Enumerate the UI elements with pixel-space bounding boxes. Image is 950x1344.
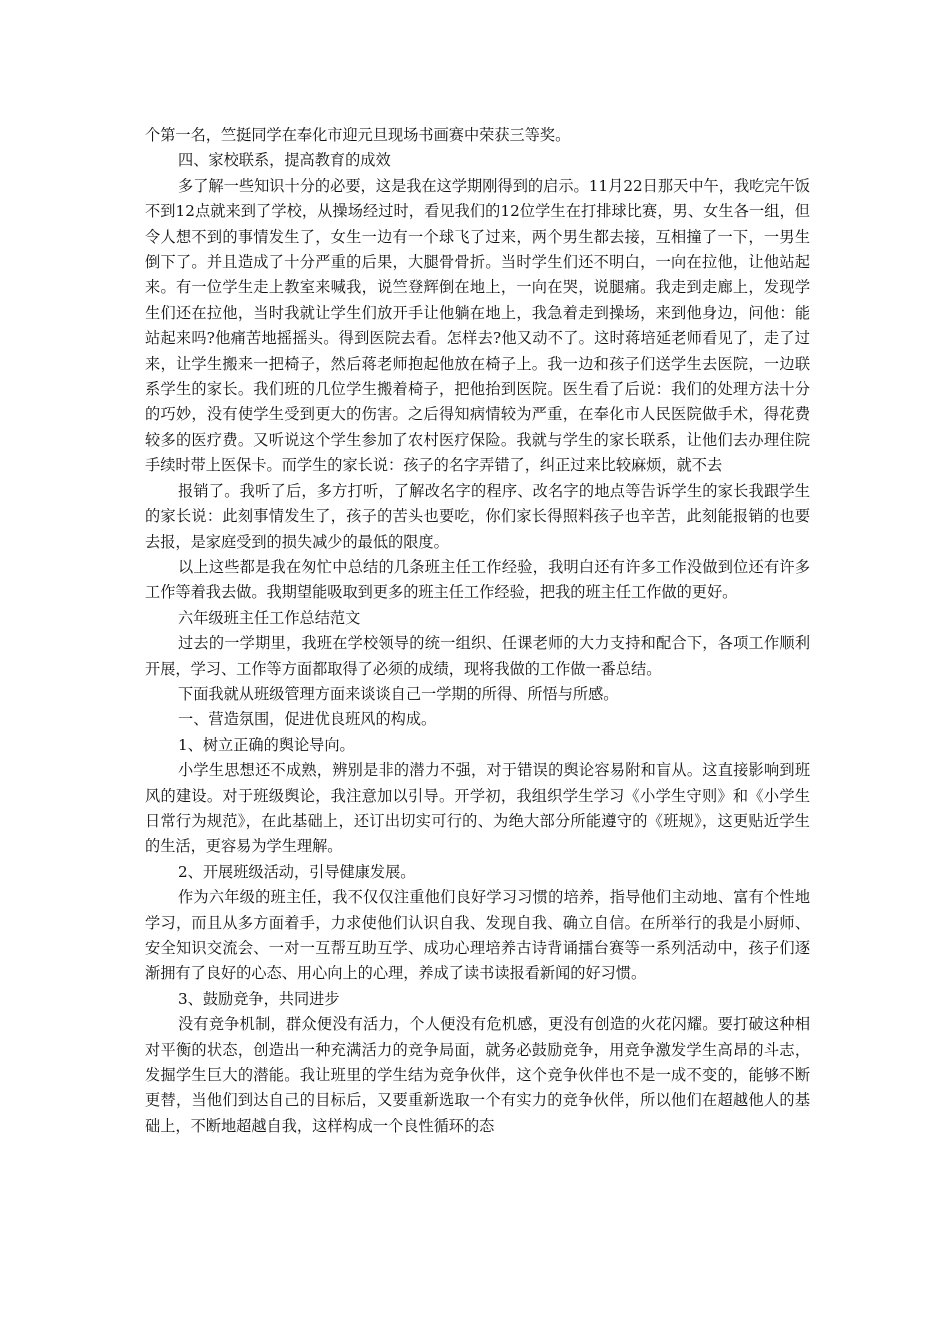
paragraph: 作为六年级的班主任，我不仅仅注重他们良好学习习惯的培养，指导他们主动地、富有个性地学习，而且从多方面着手，力求使他们认识自我、发现自我、确立自信。在所举行的我是小厨师、安全知识交流会、一对一互帮互助互学、成功心理培养古诗背诵擂台赛等一系列活动中，孩子们逐渐拥有了良好的心态、用心向上的心理，养成了读书读报看新闻的好习惯。 — [145, 888, 810, 983]
subsection-heading: 3、鼓励竞争，共同进步 — [178, 989, 340, 1008]
section-heading: 一、营造氛围，促进优良班风的构成。 — [178, 710, 437, 729]
paragraph: 小学生思想还不成熟，辨别是非的潜力不强，对于错误的舆论容易附和盲从。这直接影响到班风的建设。对于班级舆论，我注意加以引导。开学初，我组织学生学习《小学生守则》和《小学生日常行为规范》，在此基础上，还订出切实可行的、为绝大部分所能遵守的《班规》，这更贴近学生的生活，更容易为学生理解。 — [145, 761, 810, 856]
paragraph: 下面我就从班级管理方面来谈谈自己一学期的所得、所悟与所感。 — [178, 684, 619, 703]
document-page — [145, 123, 810, 1139]
section-heading: 四、家校联系，提高教育的成效 — [178, 151, 391, 170]
paragraph: 没有竞争机制，群众便没有活力，个人便没有危机感，更没有创造的火花闪耀。要打破这种相对平衡的状态，创造出一种充满活力的竞争局面，就务必鼓励竞争，用竞争激发学生高昂的斗志，发掘学生巨大的潜能。我让班里的学生结为竞争伙伴，这个竞争伙伴也不是一成不变的，能够不断更替，当他们到达自己的目标后，又要重新选取一个有实力的竞争伙伴，所以他们在超越他人的基础上，不断地超越自我，这样构成一个良性循环的态 — [145, 1015, 810, 1135]
document-title: 六年级班主任工作总结范文 — [178, 608, 361, 627]
paragraph: 个第一名，竺挺同学在奉化市迎元旦现场书画赛中荣获三等奖。 — [145, 126, 571, 144]
subsection-heading: 2、开展班级活动，引导健康发展。 — [178, 862, 416, 881]
paragraph: 多了解一些知识十分的必要，这是我在这学期刚得到的启示。11月22日那天中午，我吃完午饭不到12点就来到了学校，从操场经过时，看见我们的12位学生在打排球比赛，男、女生各一组，但令人想不到的事情发生了，女生一边有一个球飞了过来，两个男生都去接，互相撞了一下，一男生倒下了。并且造成了十分严重的后果，大腿骨骨折。当时学生们还不明白，一向在拉他，让他站起来。有一位学生走上教室来喊我，说竺登辉倒在地上，一向在哭，说腿痛。我走到走廊上，发现学生们还在拉他，当时我就让学生们放开手让他躺在地上，我急着走到操场，来到他身边，问他：能站起来吗?他痛苦地摇摇头。得到医院去看。怎样去?他又动不了。这时蒋培延老师看见了，走了过来，让学生搬来一把椅子，然后蒋老师抱起他放在椅子上。我一边和孩子们送学生去医院，一边联系学生的家长。我们班的几位学生搬着椅子，把他抬到医院。医生看了后说：我们的处理方法十分的巧妙，没有使学生受到更大的伤害。之后得知病情较为严重，在奉化市人民医院做手术，得花费较多的医疗费。又听说这个学生参加了农村医疗保险。我就与学生的家长联系，让他们去办理住院手续时带上医保卡。而学生的家长说：孩子的名字弄错了，纠正过来比较麻烦，就不去 — [145, 176, 810, 475]
subsection-heading: 1、树立正确的舆论导向。 — [178, 735, 355, 754]
paragraph: 过去的一学期里，我班在学校领导的统一组织、任课老师的大力支持和配合下，各项工作顺利开展，学习、工作等方面都取得了必须的成绩，现将我做的工作做一番总结。 — [145, 634, 810, 678]
paragraph: 报销了。我听了后，多方打听，了解改名字的程序、改名字的地点等告诉学生的家长我跟学生的家长说：此刻事情发生了，孩子的苦头也要吃，你们家长得照料孩子也辛苦，此刻能报销的也要去报，是家庭受到的损失减少的最低的限度。 — [145, 481, 810, 551]
paragraph: 以上这些都是我在匆忙中总结的几条班主任工作经验，我明白还有许多工作没做到位还有许多工作等着我去做。我期望能吸取到更多的班主任工作经验，把我的班主任工作做的更好。 — [145, 557, 810, 602]
